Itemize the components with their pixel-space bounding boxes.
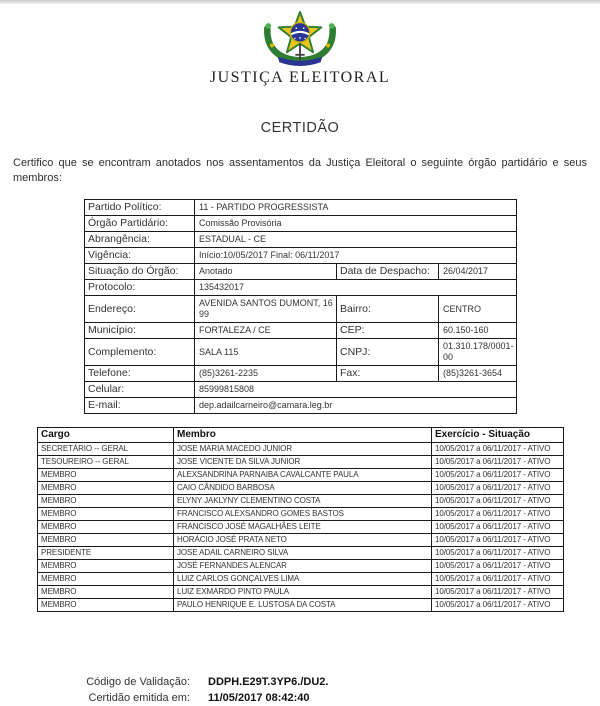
member-name: JOSE MARIA MACEDO JUNIOR [174,443,432,456]
member-cargo: PRESIDENTE [38,547,174,560]
detail-value: 85999815808 [195,382,517,398]
member-name: ELYNY JAKLYNY CLEMENTINO COSTA [174,495,432,508]
detail-label: Protocolo: [85,280,195,296]
detail-label: CEP: [337,323,439,339]
document-title: CERTIDÃO [260,120,340,136]
member-name: CAIO CÂNDIDO BARBOSA [174,482,432,495]
detail-label: Endereço: [85,296,195,323]
detail-row [85,280,517,296]
member-cargo: MEMBRO [38,599,174,612]
detail-label: Data de Despacho: [337,264,439,280]
detail-row [85,248,517,264]
detail-label: Celular: [85,382,195,398]
member-name: ALEXSANDRINA PARNAIBA CAVALCANTE PAULA [174,469,432,482]
member-name: FRANCISCO JOSÉ MAGALHÃES LEITE [174,521,432,534]
members-column-header: Cargo [38,428,174,443]
member-exercicio: 10/05/2017 a 06/11/2017 - ATIVO [432,521,564,534]
member-name: FRANCISCO ALEXSANDRO GOMES BASTOS [174,508,432,521]
detail-value: (85)3261-2235 [195,366,337,382]
members-body [38,443,564,612]
detail-label: Fax: [337,366,439,382]
top-divider [0,0,600,4]
members-column-header: Exercício - Situação [432,428,564,443]
detail-label: Município: [85,323,195,339]
detail-value: Comissão Provisória [195,216,517,232]
member-row [38,599,564,612]
validation-code-value: DDPH.E29T.3YP6./DU2. [208,676,329,688]
issued-at-label: Certidão emitida em: [88,692,190,704]
certificate-intro-text: Certifico que se encontram anotados nos assentamentos da Justiça Eleitoral o seguinte órgão partidário e seus membros: [13,157,587,184]
member-exercicio: 10/05/2017 a 06/11/2017 - ATIVO [432,560,564,573]
member-row [38,482,564,495]
detail-label: Complemento: [85,339,195,366]
detail-value: (85)3261-3654 [439,366,517,382]
member-exercicio: 10/05/2017 a 06/11/2017 - ATIVO [432,599,564,612]
member-row [38,547,564,560]
party-details-body [85,200,517,414]
detail-label: CNPJ: [337,339,439,366]
detail-label: E-mail: [85,398,195,414]
detail-value: SALA 115 [195,339,337,366]
member-row [38,534,564,547]
member-name: LUIZ CARLOS GONÇALVES LIMA [174,573,432,586]
brazil-coat-of-arms-icon [252,10,348,66]
detail-row [85,382,517,398]
member-cargo: SECRETÁRIO -- GERAL [38,443,174,456]
member-cargo: MEMBRO [38,534,174,547]
member-cargo: MEMBRO [38,586,174,599]
member-exercicio: 10/05/2017 a 06/11/2017 - ATIVO [432,482,564,495]
member-row [38,469,564,482]
footer [70,674,600,706]
member-cargo: MEMBRO [38,521,174,534]
issued-at-value: 11/05/2017 08:42:40 [208,692,310,704]
detail-row [85,323,517,339]
detail-label: Situação do Órgão: [85,264,195,280]
detail-value: Anotado [195,264,337,280]
members-table [37,427,564,612]
member-exercicio: 10/05/2017 a 06/11/2017 - ATIVO [432,573,564,586]
detail-row [85,216,517,232]
member-name: JOSE VICENTE DA SILVA JUNIOR [174,456,432,469]
detail-value: CENTRO [439,296,517,323]
detail-label: Bairro: [337,296,439,323]
detail-row [85,232,517,248]
member-row [38,573,564,586]
member-cargo: MEMBRO [38,508,174,521]
member-name: JOSE ADAIL CARNEIRO SILVA [174,547,432,560]
member-row [38,560,564,573]
detail-value: AVENIDA SANTOS DUMONT, 1699 [195,296,337,323]
members-column-header: Membro [174,428,432,443]
member-cargo: TESOUREIRO -- GERAL [38,456,174,469]
detail-label: Vigência: [85,248,195,264]
member-exercicio: 10/05/2017 a 06/11/2017 - ATIVO [432,586,564,599]
detail-value: 01.310.178/0001-00 [439,339,517,366]
member-cargo: MEMBRO [38,495,174,508]
member-name: PAULO HENRIQUE E. LUSTOSA DA COSTA [174,599,432,612]
detail-value: 11 - PARTIDO PROGRESSISTA [195,200,517,216]
member-row [38,495,564,508]
detail-value: ESTADUAL - CE [195,232,517,248]
member-exercicio: 10/05/2017 a 06/11/2017 - ATIVO [432,443,564,456]
member-cargo: MEMBRO [38,482,174,495]
detail-label: Órgão Partidário: [85,216,195,232]
detail-value: 26/04/2017 [439,264,517,280]
member-exercicio: 10/05/2017 a 06/11/2017 - ATIVO [432,456,564,469]
member-exercicio: 10/05/2017 a 06/11/2017 - ATIVO [432,534,564,547]
member-exercicio: 10/05/2017 a 06/11/2017 - ATIVO [432,508,564,521]
detail-value: dep.adailcarneiro@camara.leg.br [195,398,517,414]
member-exercicio: 10/05/2017 a 06/11/2017 - ATIVO [432,469,564,482]
member-exercicio: 10/05/2017 a 06/11/2017 - ATIVO [432,495,564,508]
member-cargo: MEMBRO [38,573,174,586]
detail-row [85,339,517,366]
member-name: JOSÉ FERNANDES ALENCAR [174,560,432,573]
member-cargo: MEMBRO [38,469,174,482]
member-row [38,456,564,469]
detail-label: Abrangência: [85,232,195,248]
member-exercicio: 10/05/2017 a 06/11/2017 - ATIVO [432,547,564,560]
validation-code-label: Código de Validação: [86,676,190,688]
detail-value: Início:10/05/2017 Final: 06/11/2017 [195,248,517,264]
member-cargo: MEMBRO [38,560,174,573]
detail-row [85,200,517,216]
detail-row [85,264,517,280]
member-row [38,586,564,599]
member-name: LUIZ EXMARDO PINTO PAULA [174,586,432,599]
members-header-row [38,428,564,443]
member-name: HORÁCIO JOSÉ PRATA NETO [174,534,432,547]
detail-value: 60.150-160 [439,323,517,339]
detail-value: 135432017 [195,280,517,296]
member-row [38,508,564,521]
org-name: JUSTIÇA ELEITORAL [209,69,391,86]
detail-value: FORTALEZA / CE [195,323,337,339]
member-row [38,521,564,534]
detail-row [85,296,517,323]
detail-row [85,366,517,382]
party-details-table [84,199,517,414]
member-row [38,443,564,456]
detail-label: Telefone: [85,366,195,382]
detail-row [85,398,517,414]
detail-label: Partido Político: [85,200,195,216]
header [0,10,600,66]
